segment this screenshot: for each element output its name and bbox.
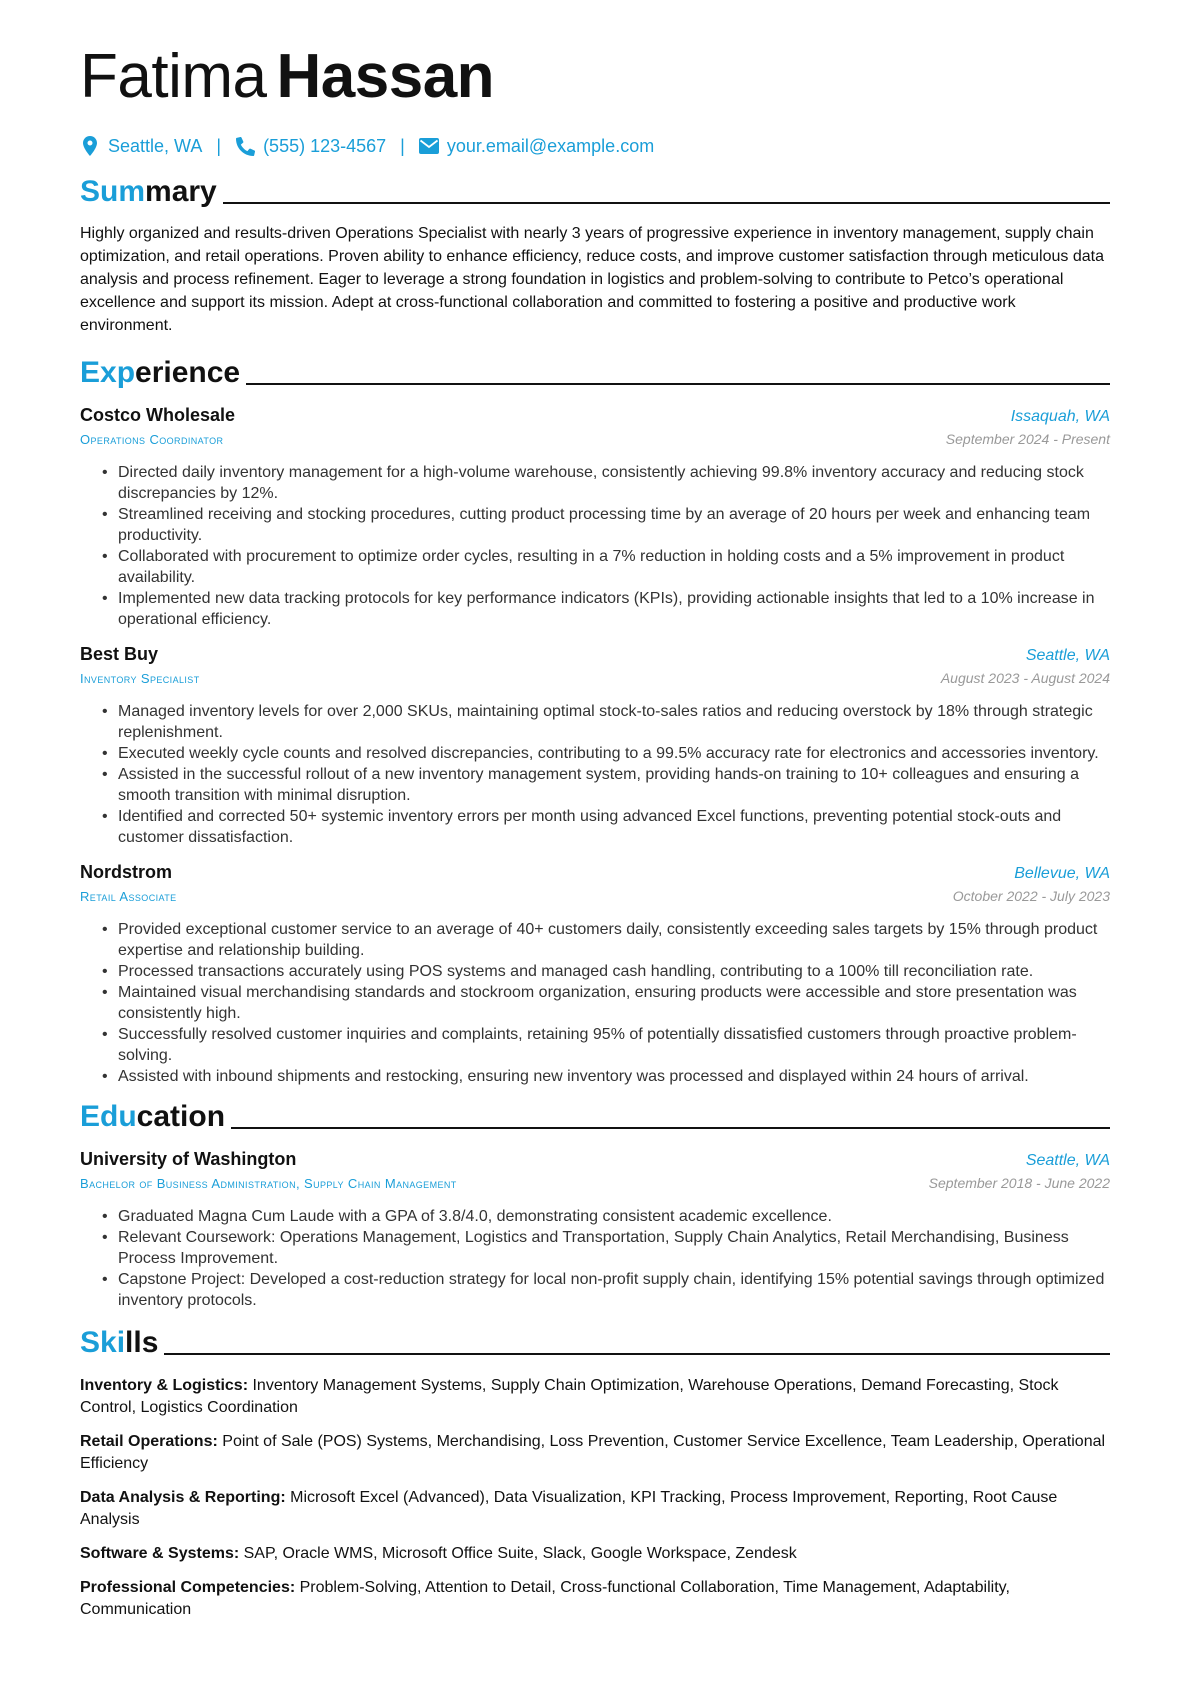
bullet-item: • Graduated Magna Cum Laude with a GPA of 3.8/4.0, demonstrating consistent academic excellence. <box>80 1206 1110 1227</box>
section-title: Education <box>80 1100 226 1133</box>
section-title: Experience <box>80 356 241 389</box>
email-text: your.email@example.com <box>446 135 655 156</box>
bullet-list <box>80 462 1110 630</box>
location-text: Seattle, WA <box>108 135 203 156</box>
experience-entry <box>80 860 1110 1087</box>
skill-category: Data Analysis & Reporting: <box>80 1489 286 1506</box>
entry-location: Issaquah, WA <box>1010 408 1110 425</box>
skills-heading <box>80 1321 1110 1361</box>
entry-dates: September 2018 - June 2022 <box>928 1175 1110 1191</box>
skills-list <box>80 1375 1110 1621</box>
skill-row <box>80 1375 1110 1419</box>
skill-values: SAP, Oracle WMS, Microsoft Office Suite, Slack, Google Workspace, Zendesk <box>243 1545 797 1562</box>
experience-entry <box>80 642 1110 848</box>
contact-separator: | <box>216 135 222 156</box>
skill-values: Problem-Solving, Attention to Detail, Cross-functional Collaboration, Time Management, Adaptability, Communication <box>80 1579 1010 1618</box>
skill-values: Inventory Management Systems, Supply Chain Optimization, Warehouse Operations, Demand Forecasting, Stock Control, Logistics Coordination <box>80 1377 1059 1416</box>
job-title: Retail Associate <box>80 889 177 904</box>
entry-dates: October 2022 - July 2023 <box>952 888 1110 904</box>
skill-category: Software & Systems: <box>80 1545 240 1562</box>
education-heading <box>80 1095 1110 1135</box>
bullet-item: • Provided exceptional customer service to an average of 40+ customers daily, consistently exceeding sales targets by 15% through product expertise and relationship building. <box>80 919 1110 961</box>
bullet-item: • Identified and corrected 50+ systemic inventory errors per month using advanced Excel functions, preventing potential stock-outs and customer dissatisfaction. <box>80 806 1110 848</box>
skill-row <box>80 1431 1110 1475</box>
summary-text: Highly organized and results-driven Operations Specialist with nearly 3 years of progressive experience in inventory management, supply chain optimization, and retail operations. Proven ability to enhance efficiency, reduce costs, and improve customer satisfaction through meticulous data analysis and process refinement. Eager to leverage a strong foundation in logistics and problem-solving to contribute to Petco’s operational excellence and support its mission. Adept at cross-functional collaboration and committed to fostering a positive and productive work environment. <box>80 225 1104 334</box>
job-title: Inventory Specialist <box>80 671 200 686</box>
bullet-item: • Assisted in the successful rollout of a new inventory management system, providing hands-on training to 10+ colleagues and ensuring a smooth transition with minimal disruption. <box>80 764 1110 806</box>
education-entry <box>80 1147 1110 1311</box>
section-title: Skills <box>80 1326 159 1359</box>
degree-title: Bachelor of Business Administration, Supply Chain Management <box>80 1176 457 1191</box>
bullet-item: • Executed weekly cycle counts and resolved discrepancies, contributing to a 99.5% accuracy rate for electronics and accessories inventory. <box>80 743 1110 764</box>
bullet-item: • Maintained visual merchandising standards and stockroom organization, ensuring products were accessible and store presentation was consistently high. <box>80 982 1110 1024</box>
bullet-item: • Streamlined receiving and stocking procedures, cutting product processing time by an average of 20 hours per week and enhancing team productivity. <box>80 504 1110 546</box>
section-rule <box>231 1127 1110 1129</box>
section-title: Summary <box>80 175 217 208</box>
bullet-item: • Implemented new data tracking protocols for key performance indicators (KPIs), providing actionable insights that led to a 10% increase in operational efficiency. <box>80 588 1110 630</box>
skill-category: Retail Operations: <box>80 1433 218 1450</box>
contact-phone[interactable] <box>235 136 386 157</box>
summary-heading <box>80 170 1110 210</box>
last-name: Hassan <box>276 42 495 111</box>
envelope-icon <box>419 136 439 156</box>
employer-name: Nordstrom <box>80 862 173 882</box>
contact-separator: | <box>400 135 405 156</box>
bullet-list <box>80 701 1110 848</box>
contact-location <box>80 136 202 157</box>
bullet-item: • Collaborated with procurement to optimize order cycles, resulting in a 7% reduction in holding costs and a 5% improvement in product availability. <box>80 546 1110 588</box>
entry-location: Seattle, WA <box>1025 647 1110 664</box>
job-title: Operations Coordinator <box>80 432 224 447</box>
bullet-list <box>80 1206 1110 1311</box>
bullet-item: • Successfully resolved customer inquiries and complaints, retaining 95% of potentially dissatisfied customers through proactive problem-solving. <box>80 1024 1110 1066</box>
skill-values: Point of Sale (POS) Systems, Merchandising, Loss Prevention, Customer Service Excellence, Team Leadership, Operational Efficiency <box>80 1433 1106 1472</box>
entry-location: Seattle, WA <box>1025 1152 1110 1169</box>
bullet-item: • Processed transactions accurately using POS systems and managed cash handling, contributing to a 100% till reconciliation rate. <box>80 961 1110 982</box>
phone-text: (555) 123-4567 <box>263 135 387 156</box>
map-pin-icon <box>80 136 100 156</box>
skill-values: Microsoft Excel (Advanced), Data Visualization, KPI Tracking, Process Improvement, Reporting, Root Cause Analysis <box>80 1489 1058 1528</box>
experience-entry <box>80 403 1110 630</box>
entry-location: Bellevue, WA <box>1014 865 1110 882</box>
skill-row <box>80 1543 1110 1565</box>
school-name: University of Washington <box>80 1149 297 1169</box>
bullet-list <box>80 919 1110 1087</box>
first-name: Fatima <box>80 42 267 111</box>
bullet-item: • Assisted with inbound shipments and restocking, ensuring new inventory was processed and displayed within 24 hours of arrival. <box>80 1066 1110 1087</box>
employer-name: Costco Wholesale <box>80 405 236 425</box>
bullet-item: • Directed daily inventory management for a high-volume warehouse, consistently achieving 99.8% inventory accuracy and reducing stock discrepancies by 12%. <box>80 462 1110 504</box>
section-rule <box>164 1353 1110 1355</box>
bullet-item: • Managed inventory levels for over 2,000 SKUs, maintaining optimal stock-to-sales ratios and reducing overstock by 18% through strategic replenishment. <box>80 701 1110 743</box>
candidate-name <box>80 40 1110 114</box>
skill-category: Professional Competencies: <box>80 1579 296 1596</box>
phone-icon <box>235 136 255 156</box>
contact-email[interactable] <box>419 136 654 157</box>
skill-row <box>80 1577 1110 1621</box>
section-rule <box>246 383 1110 385</box>
section-rule <box>223 202 1110 204</box>
experience-heading <box>80 351 1110 391</box>
contact-bar <box>80 132 1110 160</box>
skill-row <box>80 1487 1110 1531</box>
employer-name: Best Buy <box>80 644 159 664</box>
bullet-item: • Relevant Coursework: Operations Management, Logistics and Transportation, Supply Chain Analytics, Retail Merchandising, Business Process Improvement. <box>80 1227 1110 1269</box>
entry-dates: September 2024 - Present <box>945 431 1110 447</box>
bullet-item: • Capstone Project: Developed a cost-reduction strategy for local non-profit supply chain, identifying 15% potential savings through optimized inventory protocols. <box>80 1269 1110 1311</box>
skill-category: Inventory & Logistics: <box>80 1377 249 1394</box>
entry-dates: August 2023 - August 2024 <box>940 670 1110 686</box>
